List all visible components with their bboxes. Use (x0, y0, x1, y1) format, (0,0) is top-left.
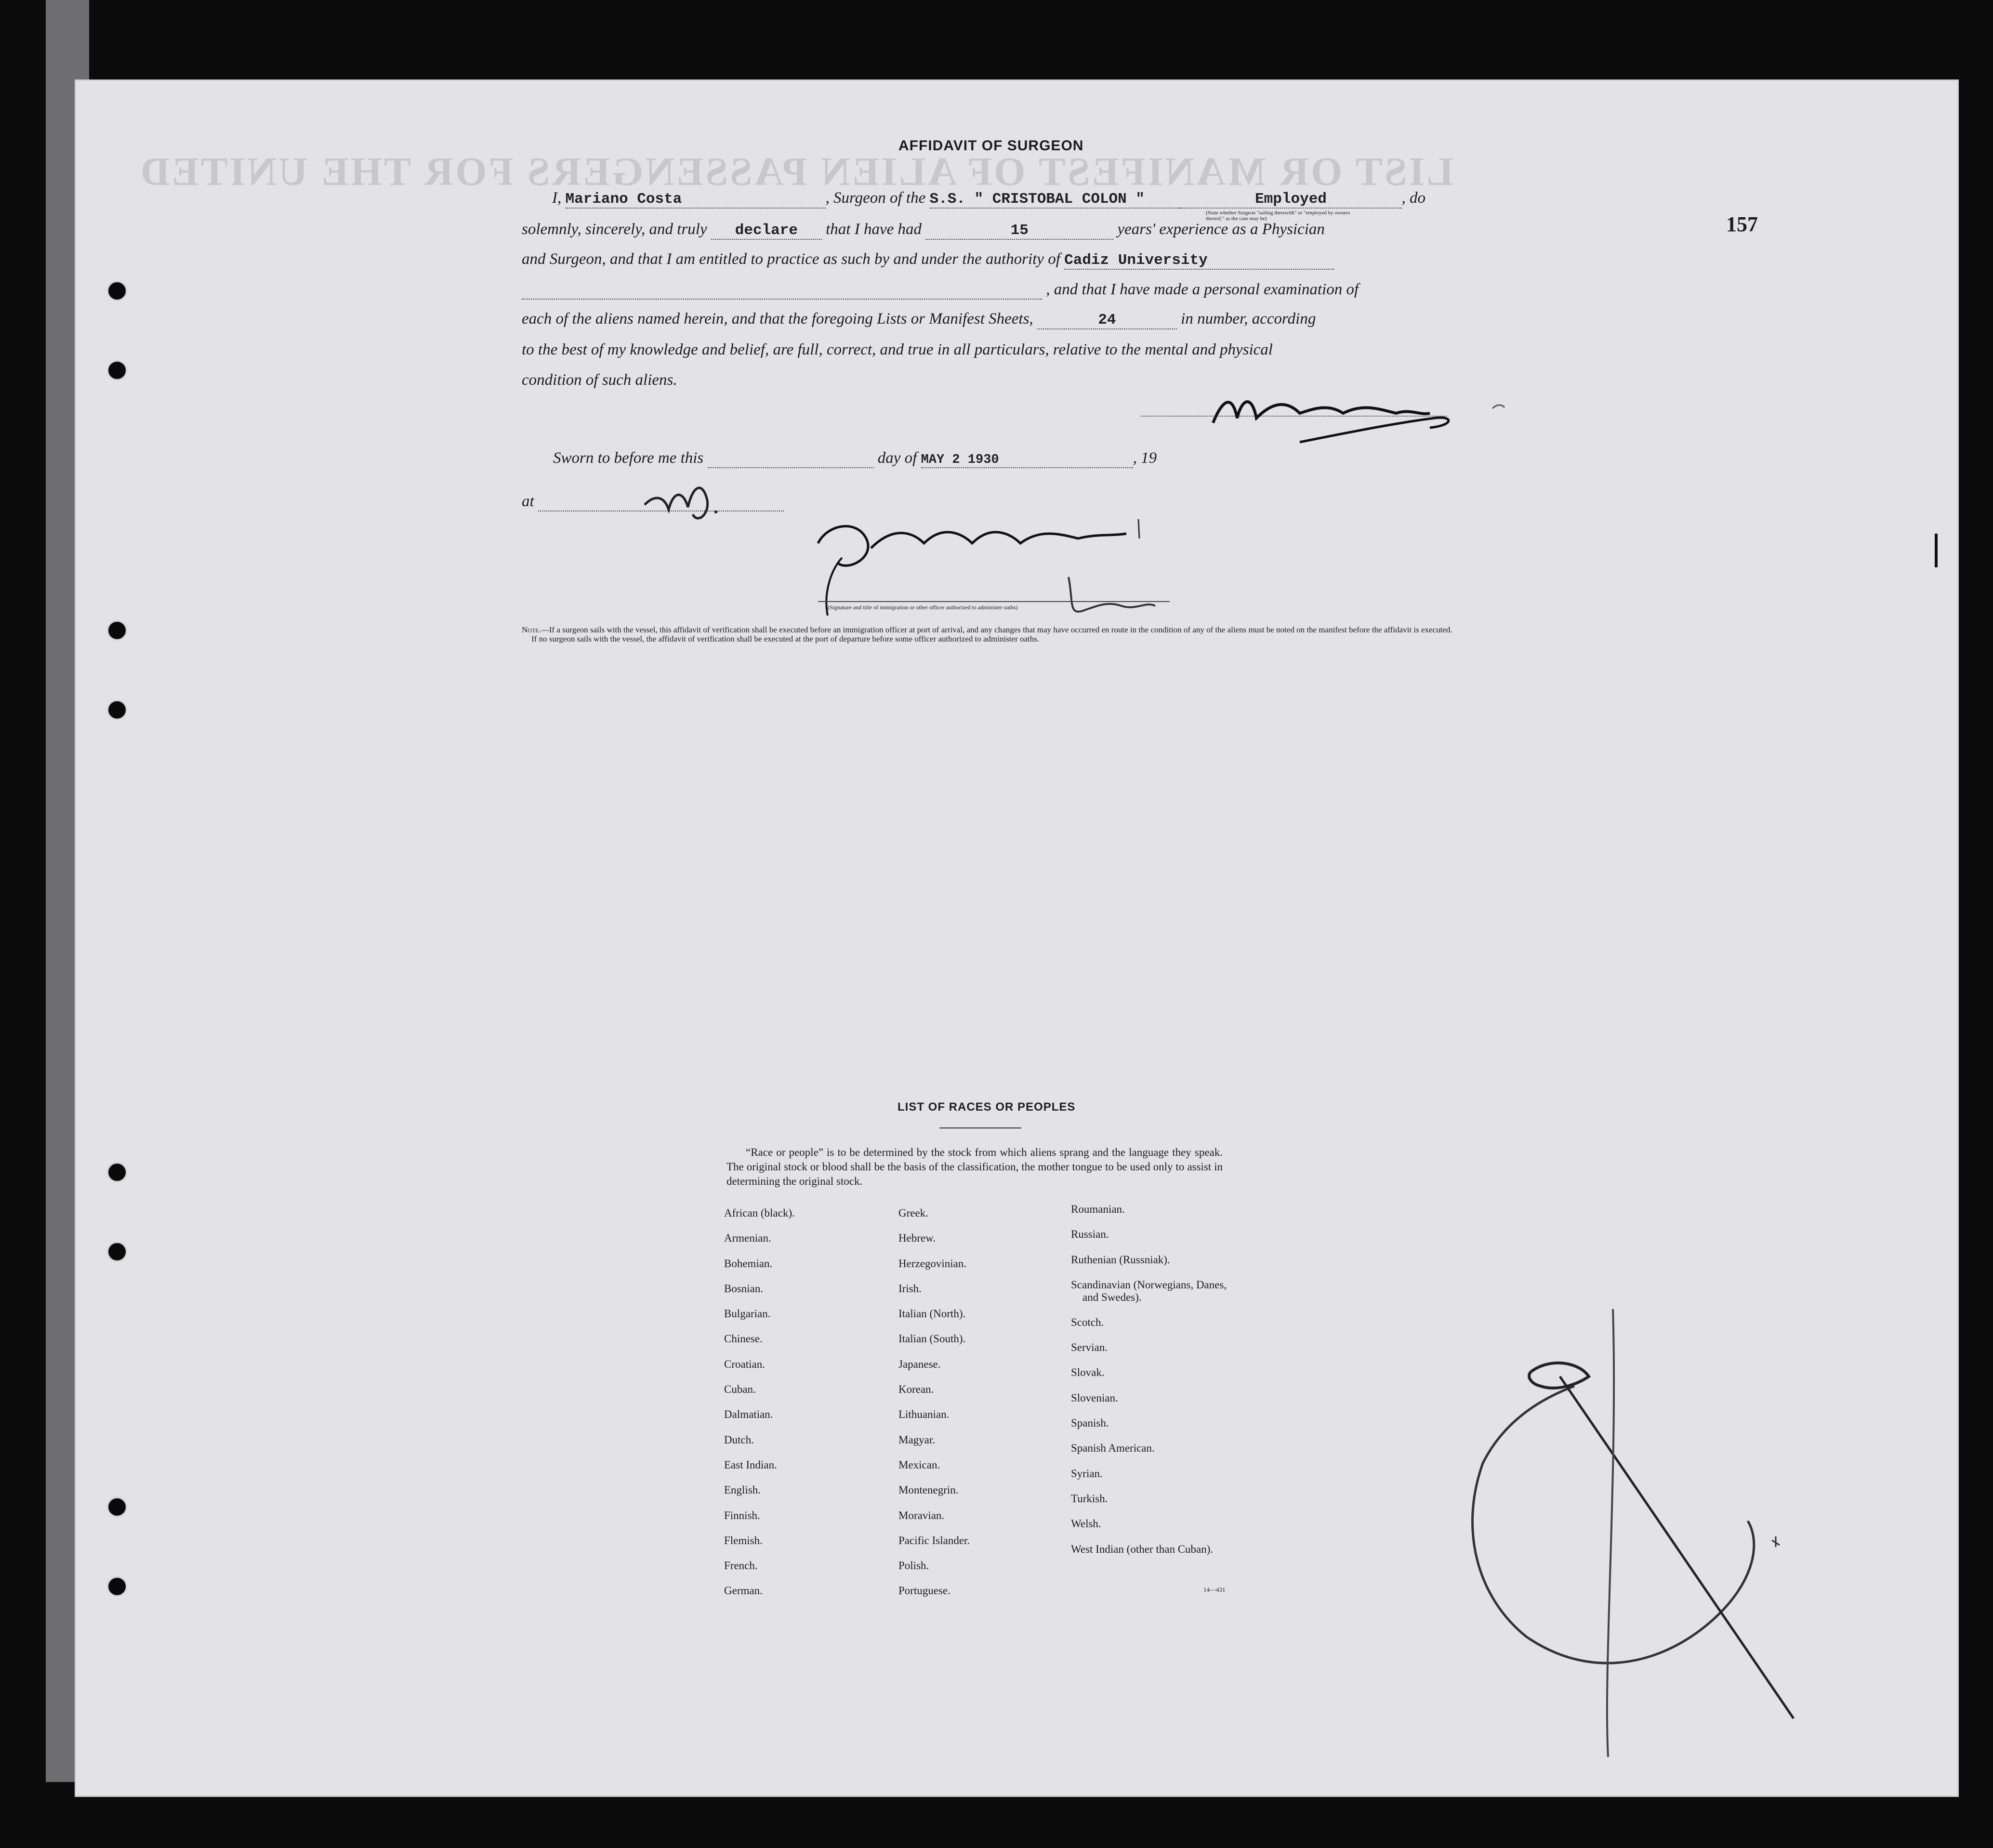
race-item: Flemish. (724, 1534, 763, 1547)
race-item: Syrian. (1071, 1467, 1103, 1480)
race-item: Slovenian. (1071, 1391, 1118, 1404)
bleed-through-header: LIST OR MANIFEST OF ALIEN PASSENGERS FOR THE UNITED (139, 149, 1454, 194)
race-item: Roumanian. (1071, 1203, 1125, 1215)
race-item: English. (724, 1484, 761, 1496)
race-item: Dutch. (724, 1433, 754, 1446)
races-column-1 (724, 1207, 888, 1610)
years-experience: 15 (1010, 222, 1029, 239)
sworn-date: MAY 2 1930 (921, 453, 999, 467)
race-item: Scotch. (1071, 1316, 1104, 1328)
races-intro: “Race or people” is to be determined by the stock from which aliens sprang and the language they speak. The original stock or blood shall be the basis of the classification, the mother tongue to be used only to assist in determining the original stock. (726, 1146, 1223, 1187)
race-item: Herzegovinian. (898, 1257, 967, 1270)
race-item: Scandinavian (Norwegians, Danes, and Swedes). (1071, 1278, 1227, 1303)
port-handwriting (635, 471, 751, 529)
race-item: Greek. (898, 1207, 928, 1219)
punch-hole (107, 700, 127, 720)
line5-text-b: in number, according (1181, 310, 1316, 328)
punch-hole (107, 360, 127, 380)
race-item: Portuguese. (898, 1585, 950, 1597)
punch-hole (107, 620, 127, 641)
officer-caption: (Signature and title of immigration or other officer authorized to administer oaths) (828, 604, 1018, 611)
affidavit-line-2 (522, 221, 1325, 240)
race-item: Japanese. (898, 1358, 941, 1370)
race-item: Chinese. (724, 1333, 763, 1345)
race-item: Hebrew. (898, 1232, 936, 1245)
race-item: Bohemian. (724, 1257, 773, 1270)
race-item: Pacific Islander. (898, 1534, 970, 1547)
day-of-text: day of (877, 449, 917, 467)
affidavit-title: AFFIDAVIT OF SURGEON (898, 138, 1084, 154)
race-item: Italian (South). (898, 1333, 966, 1345)
licensing-authority: Cadiz University (1064, 252, 1208, 269)
race-item: Polish. (898, 1560, 929, 1572)
affidavit-line-1 (552, 189, 1425, 209)
form-number: 14—431 (1203, 1586, 1226, 1593)
race-item: Croatian. (724, 1358, 765, 1370)
punch-hole (107, 1242, 127, 1262)
edge-tick-mark (1935, 534, 1938, 567)
affidavit-note (522, 625, 1562, 643)
race-item: Magyar. (898, 1433, 936, 1446)
race-item: German. (724, 1585, 763, 1597)
race-item: Servian. (1071, 1341, 1108, 1354)
race-item: Irish. (898, 1282, 922, 1295)
line5-text-a: each of the aliens named herein, and that the foregoing Lists or Manifest Sheets, (522, 310, 1033, 328)
page-number: 157 (1726, 212, 1758, 236)
race-item: Mexican. (898, 1458, 940, 1471)
officer-signature (799, 505, 1232, 640)
races-title: LIST OF RACES OR PEOPLES (898, 1101, 1076, 1114)
punch-hole (107, 1162, 127, 1182)
line2-text-b: that I have had (826, 221, 922, 238)
affidavit-i: I, (552, 189, 562, 207)
sworn-text: Sworn to before me this (553, 449, 704, 467)
punch-hole (107, 1576, 127, 1597)
officer-signature-line (818, 601, 1170, 602)
sworn-year: , 19 (1133, 449, 1157, 467)
race-item: Bosnian. (724, 1282, 764, 1295)
surgeon-signature (1203, 380, 1512, 457)
status-note: (State whether Surgeon "sailing therewith" or "employed by owners thereof," as the case may be) (1206, 210, 1350, 222)
surgeon-of-label: , Surgeon of the (825, 189, 926, 207)
race-item: Turkish. (1071, 1492, 1108, 1505)
affidavit-line-7: condition of such aliens. (522, 371, 677, 389)
race-item: French. (724, 1560, 758, 1572)
line2-text-c: years' experience as a Physician (1117, 221, 1325, 238)
manifest-page (75, 79, 1959, 1797)
affidavit-line-3 (522, 250, 1334, 270)
race-item: East Indian. (724, 1458, 777, 1471)
race-item: Spanish. (1071, 1417, 1109, 1429)
race-item: Moravian. (898, 1509, 945, 1521)
race-item: Slovak. (1071, 1366, 1105, 1379)
race-item: Ruthenian (Russniak). (1071, 1253, 1170, 1266)
race-item: Montenegrin. (898, 1484, 959, 1496)
race-item: Finnish. (724, 1509, 760, 1521)
race-item: West Indian (other than Cuban). (1071, 1543, 1214, 1555)
manifest-sheet-count: 24 (1098, 312, 1116, 328)
races-title-rule (939, 1127, 1021, 1128)
at-label: at (522, 493, 534, 510)
punch-hole (107, 281, 127, 301)
pencil-annotation (1464, 1232, 1897, 1786)
affidavit-line-4 (522, 281, 1359, 300)
race-item: Dalmatian. (724, 1408, 773, 1421)
note-text-2: If no surgeon sails with the vessel, the affidavit of verification shall be executed at the port of departure before some officer authorized to administer oaths. (531, 634, 1040, 643)
affidavit-do: , do (1401, 189, 1425, 207)
race-item: Bulgarian. (724, 1308, 771, 1320)
race-item: African (black). (724, 1207, 795, 1219)
affidavit-line-5 (522, 310, 1316, 329)
races-column-3 (1071, 1203, 1244, 1572)
affidavit-line-6: to the best of my knowledge and belief, are full, correct, and true in all particulars, relative to the mental and physical (522, 341, 1273, 358)
punch-hole (107, 1497, 127, 1517)
race-item: Cuban. (724, 1383, 756, 1396)
note-label: Note. (522, 625, 541, 634)
line2-text-a: solemnly, sincerely, and truly (522, 221, 707, 238)
race-item: Spanish American. (1071, 1442, 1155, 1455)
race-item: Korean. (898, 1383, 934, 1396)
line3-text: and Surgeon, and that I am entitled to practice as such by and under the authority of (522, 250, 1060, 268)
declare-value: declare (735, 222, 798, 239)
races-column-2 (898, 1207, 1062, 1610)
surgeon-status: Employed (1255, 191, 1327, 208)
race-item: Welsh. (1071, 1518, 1101, 1530)
surgeon-name: Mariano Costa (565, 191, 682, 208)
sworn-line (553, 449, 1157, 468)
race-item: Armenian. (724, 1232, 771, 1245)
ship-name: S.S. " CRISTOBAL COLON " (929, 191, 1145, 208)
race-item: Italian (North). (898, 1308, 966, 1320)
note-text-1: —If a surgeon sails with the vessel, this affidavit of verification shall be executed before an immigration officer at port of arrival, and any changes that may have occurred en route in the condition of any of the aliens must be noted on the manifest before the affidavit is executed. (541, 625, 1452, 634)
race-item: Russian. (1071, 1228, 1109, 1241)
line4-text: , and that I have made a personal examination of (1046, 281, 1359, 298)
race-item: Lithuanian. (898, 1408, 950, 1421)
